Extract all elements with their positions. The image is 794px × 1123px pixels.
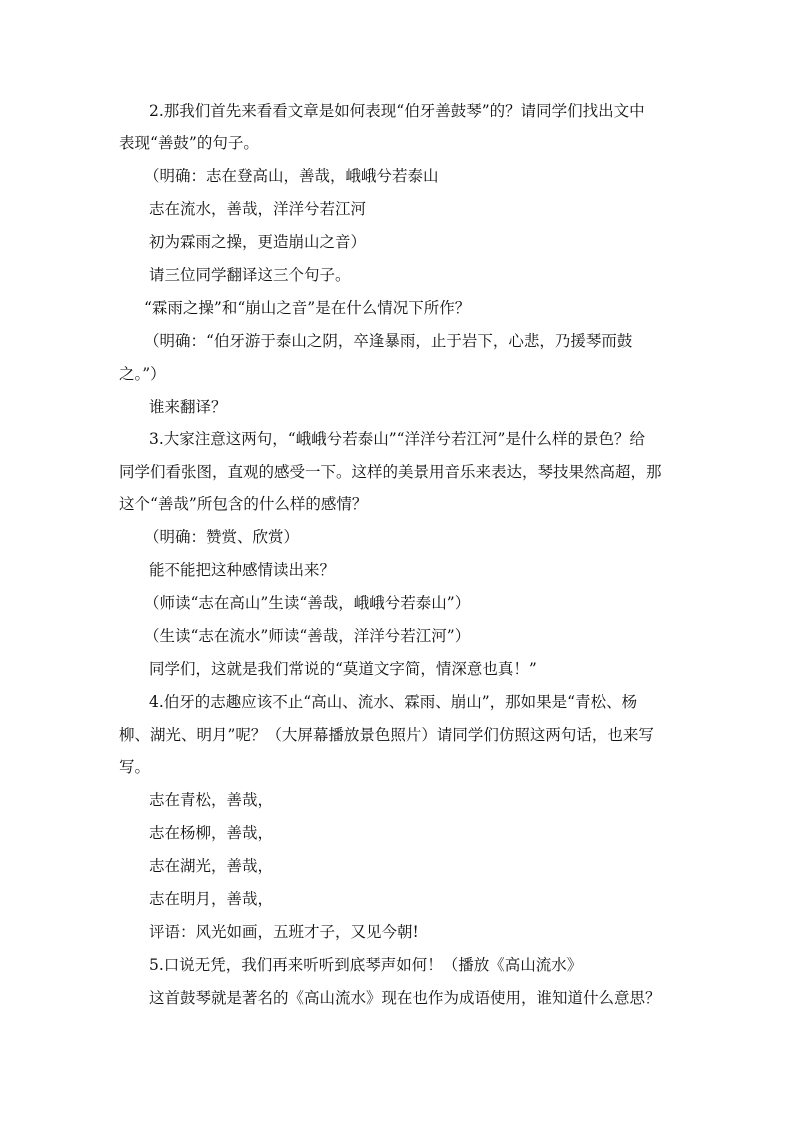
paragraph-line: 初为霖雨之操，更造崩山之音）	[149, 233, 367, 251]
paragraph-line: （师读“志在高山”生读“善哉，峨峨兮若泰山”）	[144, 594, 471, 612]
paragraph-line: （明确：赞赏、欣赏）	[144, 528, 300, 546]
paragraph-line: 3.大家注意这两句，“峨峨兮若泰山”“洋洋兮若江河”是什么样的景色？给	[149, 430, 645, 448]
paragraph-line: 这首鼓琴就是著名的《高山流水》现在也作为成语使用，谁知道什么意思？	[149, 989, 661, 1007]
paragraph-line: 写。	[119, 758, 151, 776]
paragraph-line: 评语：风光如画，五班才子，又见今朝!	[149, 923, 419, 941]
paragraph-line: “霖雨之操”和“崩山之音”是在什么情况下所作？	[144, 299, 471, 317]
paragraph-line: （明确：志在登高山，善哉，峨峨兮若泰山	[144, 167, 439, 185]
paragraph-line: 柳、湖光、明月”呢？（大屏幕播放景色照片）请同学们仿照这两句话，也来写	[119, 726, 654, 744]
paragraph-line: （明确：“伯牙游于泰山之阴，卒逢暴雨，止于岩下，心悲，乃援琴而鼓	[144, 332, 633, 350]
paragraph-line: 表现“善鼓”的句子。	[119, 134, 259, 152]
paragraph-line: 5.口说无凭，我们再来听听到底琴声如何！（播放《高山流水》	[149, 956, 583, 974]
paragraph-line: 同学们看张图，直观的感受一下。这样的美景用音乐来表达，琴技果然高超，那	[119, 463, 662, 481]
paragraph-line: 这个“善哉”所包含的什么样的感情？	[119, 495, 368, 513]
paragraph-line: 志在湖光，善哉，	[149, 857, 274, 875]
paragraph-line: 2.那我们首先来看看文章是如何表现“伯牙善鼓琴”的？请同学们找出文中	[149, 102, 645, 120]
paragraph-line: 4.伯牙的志趣应该不止“高山、流水、霖雨、崩山”，那如果是“青松、杨	[149, 693, 638, 711]
paragraph-line: 志在杨柳，善哉，	[149, 824, 274, 842]
paragraph-line: 请三位同学翻译这三个句子。	[149, 266, 351, 284]
paragraph-line: 志在流水，善哉，洋洋兮若江河	[149, 200, 367, 218]
paragraph-line: 同学们，这就是我们常说的“莫道文字简，情深意也真！”	[149, 660, 537, 678]
paragraph-line: 谁来翻译？	[149, 398, 227, 416]
paragraph-line: （生读“志在流水”师读“善哉，洋洋兮若江河”）	[144, 627, 471, 645]
paragraph-line: 能不能把这种感情读出来？	[149, 561, 336, 579]
paragraph-line: 志在明月，善哉，	[149, 890, 274, 908]
paragraph-line: 志在青松，善哉，	[149, 791, 274, 809]
paragraph-line: 之。”）	[119, 365, 166, 383]
